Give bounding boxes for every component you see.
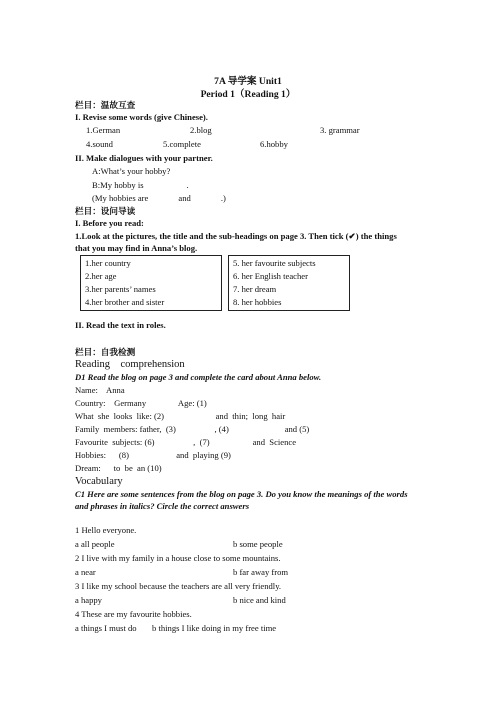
question-4: 4 These are my favourite hobbies. (75, 609, 192, 619)
part-dialogues: II. Make dialogues with your partner. (75, 153, 213, 163)
word-item: 1.German (86, 125, 121, 135)
word-item: 2.blog (190, 125, 212, 135)
checklist-box-left (80, 255, 222, 311)
card-line: Name: Anna (75, 385, 125, 395)
checklist-item[interactable]: 1.her country (85, 258, 131, 268)
question-3: 3 I like my school because the teachers are all very friendly. (75, 581, 282, 591)
checklist-item[interactable]: 6. her English teacher (233, 271, 308, 281)
option-a[interactable]: a all people (75, 539, 115, 549)
card-line: Dream: to be an (10) (75, 463, 162, 473)
option-b[interactable]: b things I like doing in my free time (152, 623, 277, 633)
option-b[interactable]: b nice and kind (233, 595, 286, 605)
checklist-item[interactable]: 7. her dream (233, 284, 277, 294)
instruction-line-2: that you may find in Anna’s blog. (75, 243, 198, 253)
reading-comprehension-title: Reading comprehension (75, 359, 185, 370)
card-line: Family members: father, (3) , (4) and (5) (75, 424, 310, 434)
section-heading-review: 栏目：温故互查 (75, 100, 136, 110)
part-revise-words: I. Revise some words (give Chinese). (75, 112, 208, 122)
section-heading-preview: 栏目：设问导读 (75, 206, 136, 216)
checklist-item[interactable]: 5. her favourite subjects (233, 258, 316, 268)
option-b[interactable]: b far away from (233, 567, 289, 577)
checklist-item[interactable]: 8. her hobbies (233, 297, 282, 307)
checklist-item[interactable]: 4.her brother and sister (85, 297, 165, 307)
checklist-item[interactable]: 3.her parents’ names (85, 284, 156, 294)
page-title: 7A 导学案 Unit1 (214, 76, 282, 87)
instruction-line-1: 1.Look at the pictures, the title and the sub-headings on page 3. Then tick (✔) the things (75, 231, 397, 241)
option-b[interactable]: b some people (233, 539, 283, 549)
task-c1-line-1: C1 Here are some sentences from the blog on page 3. Do you know the meanings of the words (75, 489, 408, 499)
option-a[interactable]: a near (75, 567, 96, 577)
word-item: 4.sound (86, 139, 113, 149)
card-line: Favourite subjects: (6) , (7) and Science (75, 437, 297, 447)
task-d1: D1 Read the blog on page 3 and complete the card about Anna below. (75, 372, 322, 382)
page-subtitle: Period 1（Reading 1） (200, 89, 296, 100)
section-heading-self-check: 栏目：自我检测 (75, 347, 136, 357)
card-line: What she looks like: (2) and thin; long hair (75, 411, 286, 421)
question-1: 1 Hello everyone. (75, 525, 137, 535)
word-item: 3. grammar (320, 125, 360, 135)
dialogue-line-b: B:My hobby is . (92, 180, 189, 190)
word-item: 5.complete (163, 139, 201, 149)
word-item: 6.hobby (260, 139, 288, 149)
card-line: Hobbies: (8) and playing (9) (75, 450, 231, 460)
option-a[interactable]: a happy (75, 595, 102, 605)
checklist-item[interactable]: 2.her age (85, 271, 117, 281)
part-read-roles: II. Read the text in roles. (75, 320, 166, 330)
part-before-read: I. Before you read: (75, 218, 144, 228)
card-line: Country: Germany Age: (1) (75, 398, 207, 408)
vocabulary-title: Vocabulary (75, 476, 123, 487)
dialogue-line-a: A:What’s your hobby? (92, 166, 171, 176)
dialogue-line-c: (My hobbies are and .) (92, 193, 226, 203)
option-a[interactable]: a things I must do (75, 623, 137, 633)
question-2: 2 I live with my family in a house close to some mountains. (75, 553, 281, 563)
checklist-box-right (228, 255, 350, 311)
task-c1-line-2: and phrases in italics? Circle the correct answers (75, 501, 250, 511)
